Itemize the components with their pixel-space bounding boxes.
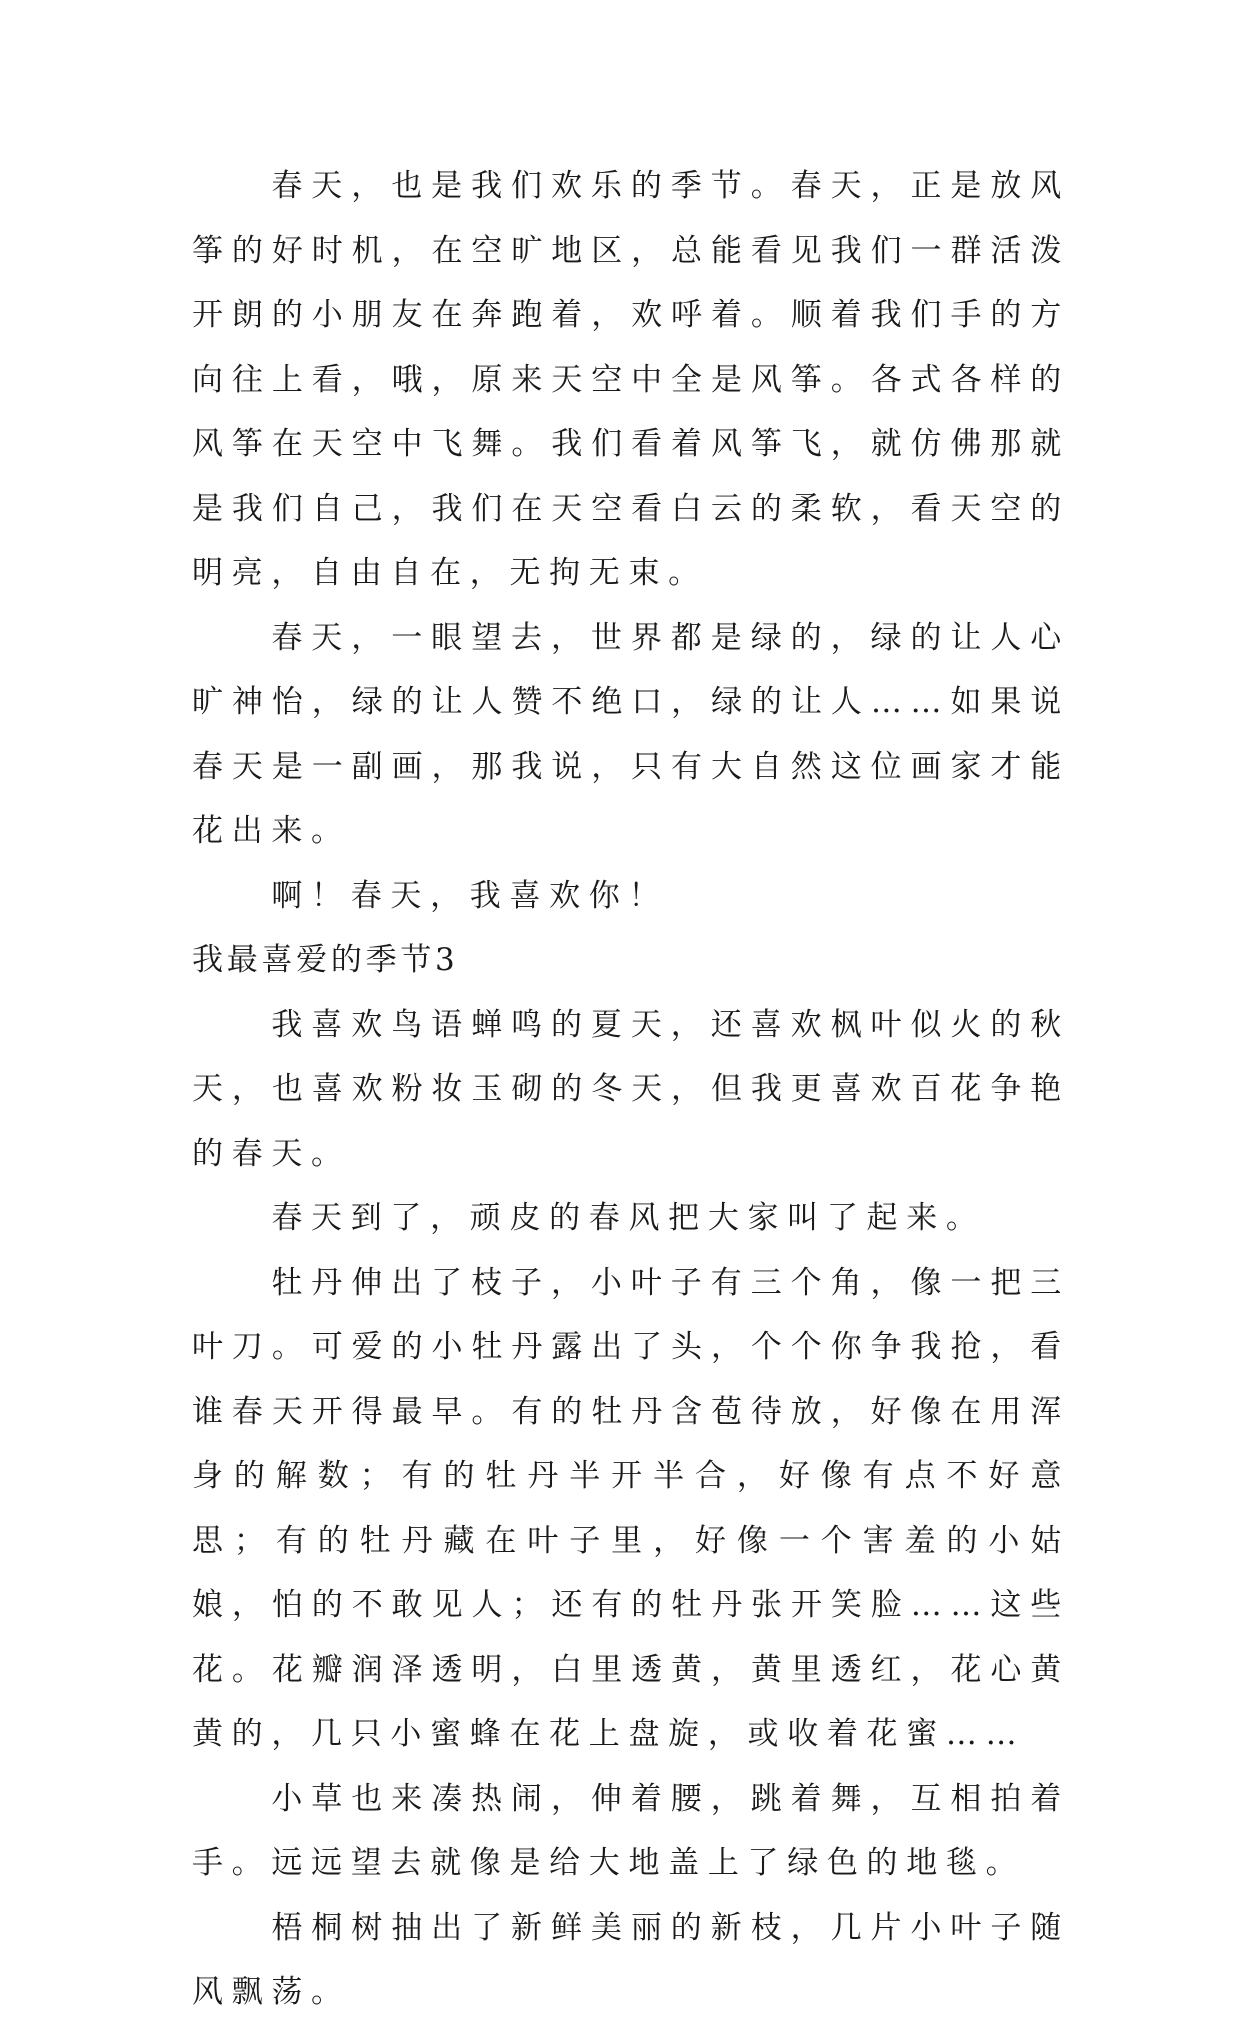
paragraph-green-world: 春天，一眼望去，世界都是绿的，绿的让人心旷神怡，绿的让人赞不绝口，绿的让人……如果说春天是一副画，那我说，只有大自然这位画家才能花出来。	[192, 619, 1070, 849]
paragraph-seasons: 我喜欢鸟语蝉鸣的夏天，还喜欢枫叶似火的秋天，也喜欢粉妆玉砌的冬天，但我更喜欢百花争艳的春天。	[192, 1006, 1070, 1172]
paragraph-spring-wind: 春天到了，顽皮的春风把大家叫了起来。	[271, 1200, 986, 1236]
paragraph-peony: 牡丹伸出了枝子，小叶子有三个角，像一把三叶刀。可爱的小牡丹露出了头，个个你争我抢，看谁春天开得最早。有的牡丹含苞待放，好像在用浑身的解数；有的牡丹半开半合，好像有点不好意思；有的牡丹藏在叶子里，好像一个害羞的小姑娘，怕的不敢见人；还有的牡丹张开笑脸……这些花。花瓣润泽透明，白里透黄，黄里透红，花心黄黄的，几只小蜜蜂在花上盘旋，或收着花蜜……	[192, 1264, 1070, 1752]
section-heading: 我最喜爱的季节3	[192, 942, 459, 978]
document-page	[192, 154, 1070, 2025]
paragraph-grass: 小草也来凑热闹，伸着腰，跳着舞，互相拍着手。远远望去就像是给大地盖上了绿色的地毯。	[192, 1780, 1070, 1881]
paragraph-exclamation: 啊！春天，我喜欢你！	[271, 877, 669, 914]
paragraph-kite: 春天，也是我们欢乐的季节。春天，正是放风筝的好时机，在空旷地区，总能看见我们一群活泼开朗的小朋友在奔跑着，欢呼着。顺着我们手的方向往上看，哦，原来天空中全是风筝。各式各样的风筝在天空中飞舞。我们看着风筝飞，就仿佛那就是我们自己，我们在天空看白云的柔软，看天空的明亮，自由自在，无拘无束。	[192, 168, 1070, 591]
paragraph-parasol-tree: 梧桐树抽出了新鲜美丽的新枝，几片小叶子随风飘荡。	[192, 1909, 1070, 2010]
